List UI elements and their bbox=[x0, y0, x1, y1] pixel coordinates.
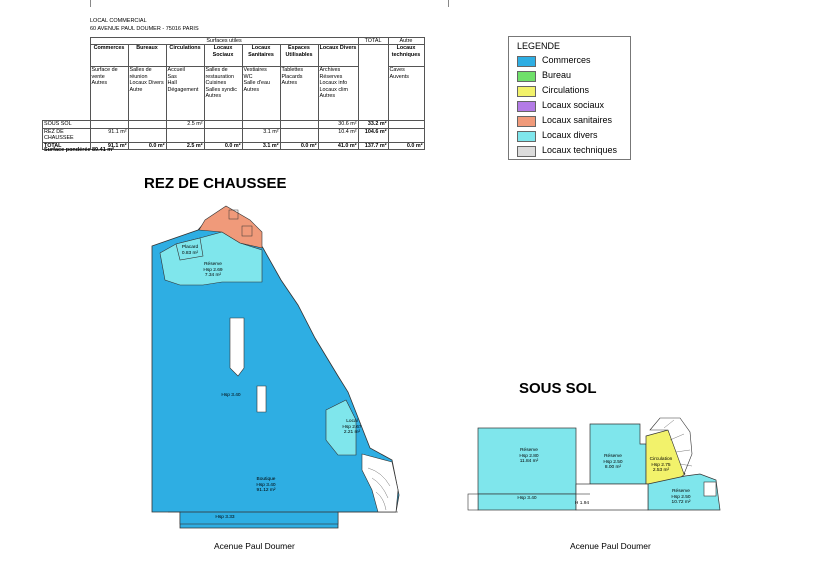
col-header: Commerces bbox=[90, 45, 128, 67]
col-header: Locaux Divers bbox=[318, 45, 358, 67]
surfaces-utiles-header: Surfaces utiles bbox=[90, 38, 358, 45]
bottom-strip bbox=[180, 512, 338, 524]
ss-street-label: Acenue Paul Doumer bbox=[570, 541, 651, 551]
rdc-boutique-label: Boutique Hsp 3.40 91.12 m² bbox=[256, 477, 276, 493]
col-header: Locaux techniques bbox=[388, 45, 424, 67]
col-description: Archives Réserves Locaux info Locaux clim Autres bbox=[318, 67, 358, 121]
col-description: Accueil Sas Hall Dégagement bbox=[166, 67, 204, 121]
pillar bbox=[257, 386, 266, 412]
total-header: TOTAL bbox=[358, 38, 388, 45]
rdc-hsp-label: Hsp 3.40 bbox=[221, 393, 241, 398]
rdc-reserve-label: Réserve Hsp 2.69 7.34 m² bbox=[203, 262, 223, 278]
col-description: Salles de restauration Cuisines Salles syndic Autres bbox=[204, 67, 242, 121]
header-line-1: LOCAL COMMERCIAL bbox=[90, 18, 147, 24]
pillar bbox=[230, 318, 244, 376]
rdc-placard-label: Placard 0.83 m² bbox=[181, 245, 199, 256]
col-header: Circulations bbox=[166, 45, 204, 67]
header-line-2: 60 AVENUE PAUL DOUMER - 75016 PARIS bbox=[90, 26, 199, 32]
ss-hsp-bottom-label: Hsp 3.40 bbox=[517, 496, 537, 501]
rdc-street-label: Acenue Paul Doumer bbox=[214, 541, 295, 551]
col-header: Bureaux bbox=[128, 45, 166, 67]
col-header: Locaux Sociaux bbox=[204, 45, 242, 67]
col-description: Caves Auvents bbox=[388, 67, 424, 121]
col-header: Locaux Sanitaires bbox=[242, 45, 280, 67]
table-row-total: TOTAL 91.1 m² 0.0 m² 2.5 m² 0.0 m² 3.1 m² 0.0 m² 41.0 m² 137.7 m² 0.0 m² bbox=[44, 142, 423, 149]
table-row: SOUS SOL 2.5 m² 30.6 m² 33.2 m² bbox=[43, 121, 425, 128]
table-row: REZ DE CHAUSSEE 91.1 m² 3.1 m² 10.4 m² 104.6 m² bbox=[43, 128, 425, 142]
wall-end bbox=[468, 494, 478, 510]
col-description: Surface de vente Autres bbox=[90, 67, 128, 121]
small-cell bbox=[704, 482, 716, 496]
ss-reserve1-label: Réserve Hsp 2.80 11.84 m² bbox=[519, 448, 539, 464]
ss-title: SOUS SOL bbox=[519, 380, 597, 397]
rdc-title: REZ DE CHAUSSEE bbox=[144, 175, 287, 192]
autre-header: Autre bbox=[388, 38, 424, 45]
col-description: Salles de réunion Locaux Divers Autre bbox=[128, 67, 166, 121]
surface-ponderee: Surface pondérée 89.41 m² bbox=[44, 147, 115, 153]
col-description: Tablettes Placards Autres bbox=[280, 67, 318, 121]
ss-circulation-label: Circulation Hsp 2.75 2.53 m² bbox=[649, 457, 673, 473]
ss-h-small-label: H 1.94 bbox=[574, 501, 590, 506]
ss-reserve2-label: Réserve Hsp 2.50 8.00 m² bbox=[603, 454, 623, 470]
col-header: Espaces Utilisables bbox=[280, 45, 318, 67]
legend-title: LEGENDE bbox=[517, 41, 561, 51]
ss-reserve3-label: Réserve Hsp 2.50 10.72 m² bbox=[671, 489, 691, 505]
rdc-hsp-bottom-label: Hsp 3.33 bbox=[215, 515, 235, 520]
rdc-local-label: Local Hsp 2.67 2.21 m² bbox=[342, 419, 362, 435]
col-description: Vestiaires WC Salle d'eau Autres bbox=[242, 67, 280, 121]
legend: LEGENDE Commerces Bureau Circulations Locaux sociaux Locaux sanitaires Locaux divers Locaux techniques bbox=[508, 36, 631, 160]
